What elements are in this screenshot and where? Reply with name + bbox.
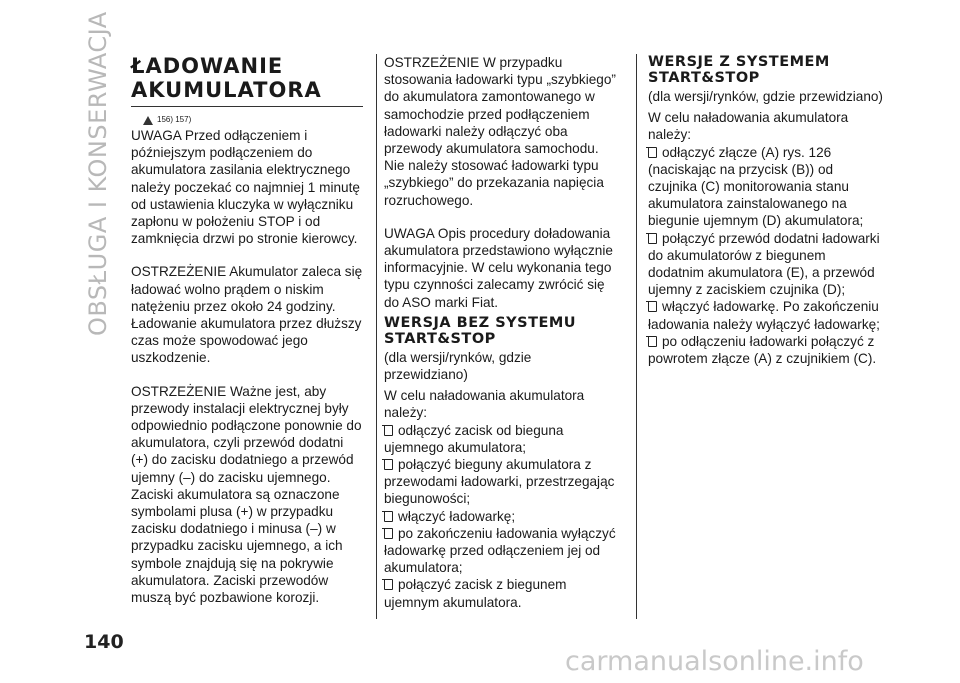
steps-intro: W celu naładowania akumulatora należy:: [384, 388, 585, 421]
chapter-side-title: OBSŁUGA I KONSERWACJA: [84, 11, 112, 336]
list-item: połączyć zacisk z biegunem ujemnym akumulatora.: [384, 577, 567, 610]
warning-triangle-icon: [143, 116, 153, 125]
subsection-title-line2: START&STOP: [648, 70, 760, 86]
section-title-line1: ŁADOWANIE: [131, 54, 284, 78]
column-divider: [376, 54, 377, 619]
list-item: połączyć przewód dodatni ładowarki do akumulatorów z biegunem dodatnim akumulatora (E), a przewód ujemny z zaciskiem czujnika (D);: [648, 230, 880, 298]
versions-note: (dla wersji/rynków, gdzie przewidziano): [384, 349, 532, 383]
steps-list: [384, 422, 616, 611]
subsection-title-line2: START&STOP: [384, 330, 496, 347]
warning-references: [143, 113, 363, 127]
warning-reference-numbers: 156) 157): [157, 115, 192, 125]
paragraph-note-procedure: UWAGA Opis procedury doładowania akumulatora przedstawiono wyłącznie informacyjnie. W celu wykonania tego typu czynności zalecamy zwrócić się do ASO marki Fiat.: [384, 225, 613, 310]
bullet-icon: [384, 511, 393, 522]
bullet-icon: [384, 528, 393, 539]
list-item: po zakończeniu ładowania wyłączyć ładowarkę przed odłączeniem jej od akumulatora;: [384, 525, 616, 576]
column-1: [131, 54, 363, 606]
list-item: po odłączeniu ładowarki połączyć z powrotem złącze (A) z czujnikiem (C).: [648, 333, 877, 367]
column-divider: [636, 54, 637, 619]
watermark: carmanualsonline.info: [565, 646, 864, 677]
bullet-icon: [648, 147, 657, 158]
subsection-title-without-start-stop: [384, 315, 616, 347]
paragraph-warning-slow-charge: OSTRZEŻENIE Akumulator zaleca się ładować wolno prądem o niskim natężeniu przez około 24 godziny. Ładowanie akumulatora przez dłuższy czas może spowodować jego uszkodzenie.: [131, 264, 363, 366]
paragraph-warning-polarity: OSTRZEŻENIE Ważne jest, aby przewody instalacji elektrycznej były odpowiednio podłączone ponownie do akumulatora, czyli przewód dodatni (+) do zacisku dodatniego a przewód ujemny (–) do zacisku ujemnego. Zaciski akumulatora są oznaczone symbolami plusa (+) w przypadku zacisku dodatniego i minusa (–) w przypadku zacisku ujemnego, a ich symbole znajdują się na pokrywie akumulatora. Zaciski przewodów muszą być pozbawione korozji.: [131, 383, 362, 606]
bullet-icon: [384, 459, 393, 470]
bullet-icon: [648, 233, 657, 244]
paragraph-warning-fast-charger: OSTRZEŻENIE W przypadku stosowania ładowarki typu „szybkiego” do akumulatora zamontowanego w samochodzie przed podłączeniem ładowarki należy odłączyć oba przewody akumulatora samochodu. Nie należy stosować ładowarki typu „szybkiego” do przekazania napięcia rozruchowego.: [384, 55, 616, 208]
versions-note: (dla wersji/rynków, gdzie przewidziano): [648, 89, 883, 104]
paragraph-note-disconnect: UWAGA Przed odłączeniem i późniejszym podłączeniem do akumulatora zasilania elektrycznego należy poczekać co najmniej 1 minutę od ustawienia kluczyka w wyłączniku zapłonu w położeniu STOP i od zamknięcia drzwi po stronie kierowcy.: [131, 128, 360, 247]
bullet-icon: [648, 336, 657, 347]
column-3: [648, 54, 884, 367]
subsection-title-line1: WERSJA BEZ SYSTEMU: [384, 314, 577, 331]
title-rule: [131, 106, 363, 107]
list-item: włączyć ładowarkę;: [384, 508, 616, 525]
subsection-title-line1: WERSJE Z SYSTEMEM: [648, 54, 830, 70]
page-number: 140: [84, 631, 124, 653]
bullet-icon: [648, 301, 657, 312]
list-item: odłączyć zacisk od bieguna ujemnego akumulatora;: [384, 422, 564, 455]
section-title: [131, 54, 363, 102]
steps-intro: W celu naładowania akumulatora należy:: [648, 110, 849, 143]
column-2: [384, 54, 616, 611]
section-title-line2: AKUMULATORA: [131, 78, 322, 102]
list-item: włączyć ładowarkę. Po zakończeniu ładowania należy wyłączyć ładowarkę;: [648, 299, 880, 332]
bullet-icon: [384, 579, 393, 590]
list-item: odłączyć złącze (A) rys. 126 (naciskając na przycisk (B)) od czujnika (C) monitorowania stanu akumulatora zainstalowanego na biegunie ujemnym (D) akumulatora;: [648, 144, 864, 229]
steps-list: [648, 144, 884, 368]
list-item: połączyć bieguny akumulatora z przewodami ładowarki, przestrzegając biegunowości;: [384, 457, 615, 507]
bullet-icon: [384, 425, 393, 436]
subsection-title-with-start-stop: [648, 54, 884, 86]
